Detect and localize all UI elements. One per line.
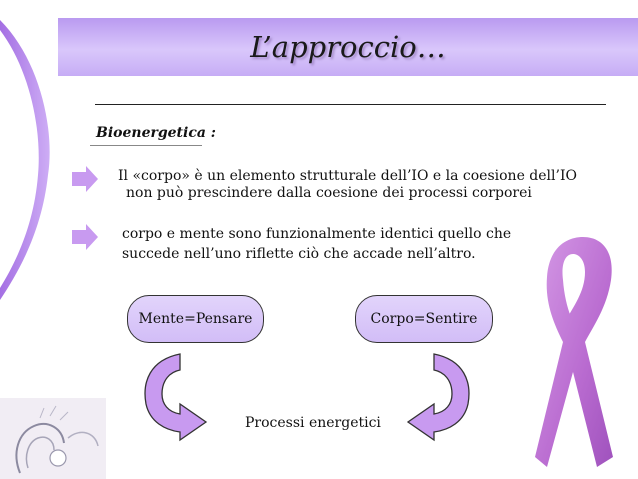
left-decorative-arc bbox=[0, 0, 60, 320]
slide-title: L’approccio… bbox=[250, 30, 446, 64]
curved-arrow-icon bbox=[140, 352, 210, 442]
curved-arrow-icon bbox=[404, 352, 474, 442]
section-heading: Bioenergetica : bbox=[96, 125, 216, 141]
node-corpo-sentire: Corpo=Sentire bbox=[355, 295, 493, 343]
title-bar bbox=[58, 18, 638, 76]
heading-underline bbox=[90, 145, 202, 146]
bullet-1 bbox=[118, 168, 598, 202]
bullet-arrow-icon bbox=[72, 166, 98, 192]
diagram-caption: Processi energetici bbox=[245, 415, 381, 431]
bullet-2-line-2: succede nell’uno riflette ciò che accade nell’altro. bbox=[122, 246, 476, 262]
node-mente-pensare: Mente=Pensare bbox=[127, 295, 264, 343]
bullet-1-line-2: non può prescindere dalla coesione dei processi corporei bbox=[126, 185, 532, 201]
title-divider bbox=[95, 104, 606, 105]
bullet-2 bbox=[122, 224, 542, 264]
bullet-1-line-1: Il «corpo» è un elemento strutturale dell’IO e la coesione dell’IO bbox=[118, 168, 577, 184]
bullet-2-line-1: corpo e mente sono funzionalmente identici quello che bbox=[122, 226, 512, 242]
awareness-ribbon-icon bbox=[505, 232, 625, 472]
association-logo-icon bbox=[0, 398, 106, 479]
bullet-arrow-icon bbox=[72, 224, 98, 250]
